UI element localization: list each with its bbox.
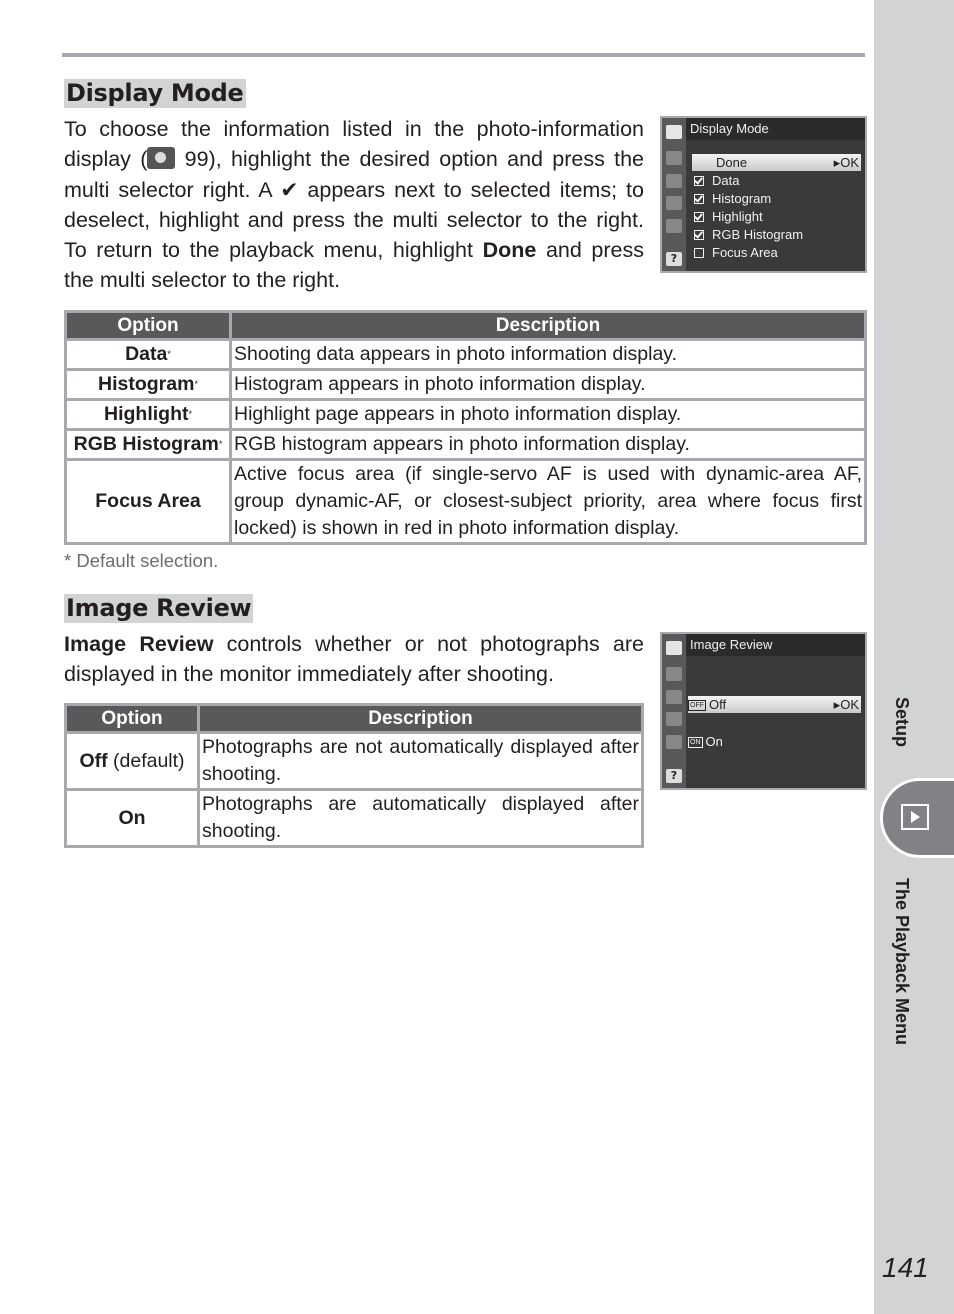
col-option: Option bbox=[67, 706, 197, 731]
help-icon: ? bbox=[666, 252, 682, 266]
screen-item-done: Done ▸OK bbox=[692, 154, 861, 171]
checkbox-icon bbox=[694, 212, 704, 222]
checkbox-icon bbox=[694, 176, 704, 186]
screen-title: Image Review bbox=[686, 634, 865, 656]
screen-item-rgb-histogram: RGB Histogram bbox=[692, 226, 861, 243]
image-review-screen bbox=[660, 632, 867, 790]
screen-item-highlight: Highlight bbox=[692, 208, 861, 225]
custom-tab-icon bbox=[666, 690, 682, 704]
custom-tab-icon bbox=[666, 174, 682, 188]
screen-title: Display Mode bbox=[686, 118, 865, 140]
image-review-table bbox=[64, 703, 644, 848]
table-row: Focus Area Active focus area (if single-servo AF is used with dynamic-area AF, group dynamic-AF, or closest-subject priority, area where focus first locked) is shown in red in photo information display. bbox=[67, 461, 864, 542]
playback-tab-icon bbox=[666, 125, 682, 139]
shooting-tab-icon bbox=[666, 151, 682, 165]
table-row: Data* Shooting data appears in photo information display. bbox=[67, 341, 864, 368]
col-description: Description bbox=[200, 706, 641, 731]
top-rule bbox=[62, 53, 865, 57]
display-mode-paragraph: To choose the information listed in the photo-information display ( 99), highlight the desired option and press the multi selector right. A ✔ appears next to selected items; to deselect, highlight and press the multi selector to the right. To return to the playback menu, highlight Done and press the multi selector to the right. bbox=[64, 117, 644, 293]
image-review-paragraph: Image Review controls whether or not photographs are displayed in the monitor immediately after shooting. bbox=[64, 632, 644, 687]
screen-item-focus-area: Focus Area bbox=[692, 244, 861, 261]
playback-menu-tab-label: The Playback Menu bbox=[892, 878, 912, 1046]
image-review-heading: Image Review bbox=[66, 594, 252, 622]
setup-tab-icon bbox=[666, 196, 682, 210]
playback-reference-icon bbox=[147, 147, 175, 169]
table-row: Highlight* Highlight page appears in photo information display. bbox=[67, 401, 864, 428]
screen-item-histogram: Histogram bbox=[692, 190, 861, 207]
checkbox-icon bbox=[694, 248, 704, 258]
retouch-tab-icon bbox=[666, 219, 682, 233]
help-icon: ? bbox=[666, 769, 682, 783]
playback-icon bbox=[901, 804, 929, 830]
playback-tab-icon bbox=[666, 641, 682, 655]
table-row: RGB Histogram* RGB histogram appears in photo information display. bbox=[67, 431, 864, 458]
display-mode-heading: Display Mode bbox=[66, 79, 244, 107]
page-number: 141 bbox=[882, 1252, 929, 1283]
screen-item-on: ON On bbox=[690, 734, 723, 749]
display-mode-table bbox=[64, 310, 867, 545]
retouch-tab-icon bbox=[666, 735, 682, 749]
setup-tab-label: Setup bbox=[892, 697, 912, 748]
footnote: * Default selection. bbox=[64, 550, 219, 571]
setup-tab-icon bbox=[666, 712, 682, 726]
checkbox-icon bbox=[694, 194, 704, 204]
display-mode-screen bbox=[660, 116, 867, 273]
table-row: Off (default) Photographs are not automatically displayed after shooting. bbox=[67, 734, 641, 788]
screen-item-off: OFF Off ▸OK bbox=[690, 697, 859, 712]
col-option: Option bbox=[67, 313, 229, 338]
screen-item-data: Data bbox=[692, 172, 861, 189]
checkbox-icon bbox=[694, 230, 704, 240]
table-row: Histogram* Histogram appears in photo information display. bbox=[67, 371, 864, 398]
shooting-tab-icon bbox=[666, 667, 682, 681]
side-tab-bar bbox=[874, 0, 954, 1314]
table-row: On Photographs are automatically displayed after shooting. bbox=[67, 791, 641, 845]
col-description: Description bbox=[232, 313, 864, 338]
